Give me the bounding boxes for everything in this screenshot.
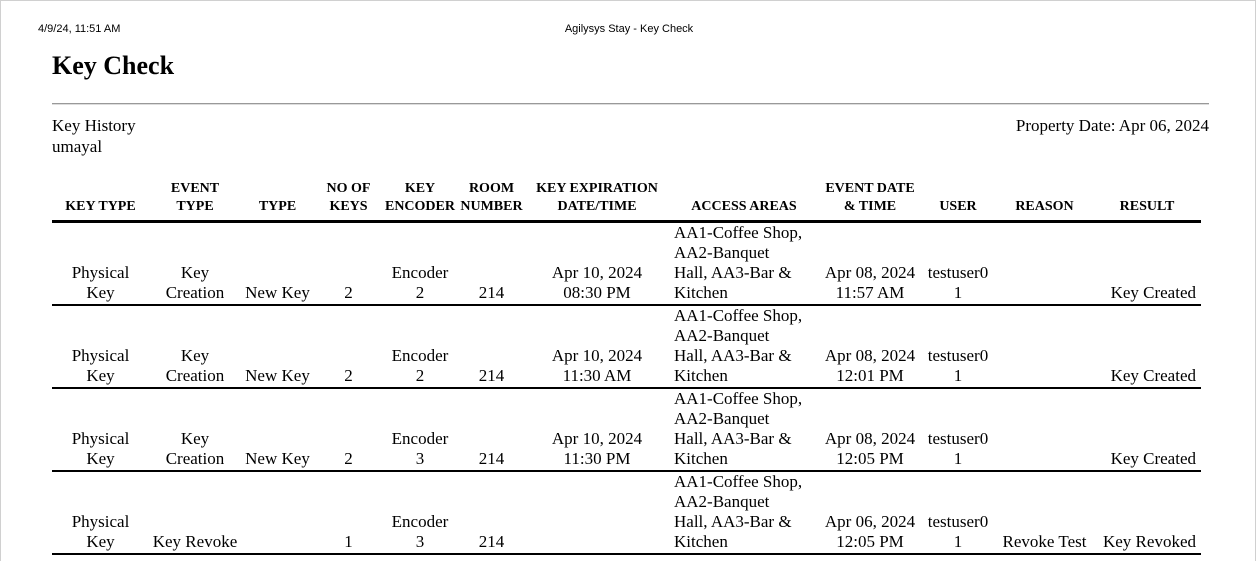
cell-type: New Key [241, 388, 314, 471]
column-header-line2: KEYS [329, 199, 368, 214]
column-header-line2: DATE/TIME [557, 199, 637, 214]
cell-access-areas-line: Hall, AA3-Bar & [674, 263, 792, 282]
column-header [457, 180, 526, 222]
cell-key-expiration-line: 08:30 PM [563, 283, 631, 302]
column-header [668, 180, 820, 222]
print-header [38, 23, 1220, 37]
cell-key-expiration [526, 471, 668, 554]
cell-result: Key Revoked [1093, 471, 1201, 554]
cell-event-datetime-line: Apr 06, 2024 [824, 512, 916, 531]
cell-access-areas-line: AA1-Coffee Shop, [674, 389, 803, 408]
cell-key-type-line: Key [86, 366, 115, 385]
cell-key-expiration-line: Apr 10, 2024 [551, 346, 643, 365]
cell-event-type [149, 388, 241, 471]
cell-key-type [52, 305, 149, 388]
cell-access-areas-line: Kitchen [674, 283, 728, 302]
column-header-line2: REASON [1015, 199, 1074, 214]
cell-event-datetime-line: 12:01 PM [836, 366, 904, 385]
report-subtitle-block [52, 115, 136, 157]
cell-event-datetime [820, 388, 920, 471]
column-header-line1: ROOM [468, 181, 515, 196]
cell-event-datetime-line: 12:05 PM [836, 449, 904, 468]
cell-event-datetime-line: Apr 08, 2024 [824, 429, 916, 448]
cell-key-expiration-line [527, 512, 667, 532]
cell-key-encoder-line: 3 [415, 449, 425, 468]
cell-access-areas-line: AA2-Banquet [674, 326, 770, 345]
column-header-line2: KEY TYPE [65, 199, 136, 214]
cell-key-encoder-line: Encoder [391, 263, 449, 282]
cell-key-expiration-line: 11:30 AM [562, 366, 632, 385]
cell-event-datetime [820, 471, 920, 554]
table-header-row [52, 180, 1201, 222]
column-header [314, 180, 383, 222]
column-header-line1 [921, 180, 995, 198]
cell-key-expiration [526, 305, 668, 388]
cell-no-of-keys: 2 [314, 305, 383, 388]
cell-access-areas-line: AA1-Coffee Shop, [674, 472, 803, 491]
cell-user-line: testuser0 [927, 429, 989, 448]
cell-key-type [52, 388, 149, 471]
cell-event-type [149, 305, 241, 388]
cell-access-areas-line: Hall, AA3-Bar & [674, 512, 792, 531]
column-header-line2: ACCESS AREAS [691, 199, 797, 214]
cell-key-type-line: Key [86, 532, 115, 551]
cell-key-encoder-line: 2 [415, 283, 425, 302]
cell-key-expiration-line [527, 532, 667, 552]
cell-key-expiration [526, 222, 668, 306]
key-history-table [52, 180, 1201, 555]
cell-user [920, 222, 996, 306]
column-header-line2: NUMBER [460, 199, 523, 214]
cell-key-encoder [383, 305, 457, 388]
cell-key-type-line: Key [86, 283, 115, 302]
column-header-line1 [997, 180, 1092, 198]
cell-user-line: 1 [953, 283, 963, 302]
cell-event-type-line [150, 512, 240, 532]
cell-event-type-line: Key Revoke [152, 532, 238, 551]
cell-result: Key Created [1093, 388, 1201, 471]
cell-user-line: 1 [953, 366, 963, 385]
cell-access-areas-line: Kitchen [674, 449, 728, 468]
title-divider [52, 103, 1209, 105]
cell-room-number: 214 [457, 222, 526, 306]
column-header-line2: ENCODER [384, 199, 455, 214]
cell-key-expiration-line: 11:30 PM [563, 449, 631, 468]
column-header [149, 180, 241, 222]
column-header [52, 180, 149, 222]
column-header-line2: TYPE [258, 199, 297, 214]
column-header-line2: RESULT [1119, 199, 1175, 214]
cell-key-encoder-line: Encoder [391, 346, 449, 365]
cell-event-type [149, 471, 241, 554]
cell-room-number: 214 [457, 471, 526, 554]
cell-access-areas-line: AA1-Coffee Shop, [674, 223, 803, 242]
cell-access-areas [668, 222, 820, 306]
cell-access-areas-line: AA1-Coffee Shop, [674, 306, 803, 325]
cell-key-encoder [383, 222, 457, 306]
cell-no-of-keys: 1 [314, 471, 383, 554]
cell-user-line: testuser0 [927, 512, 989, 531]
cell-user [920, 388, 996, 471]
column-header-line1: EVENT DATE [825, 181, 915, 196]
cell-type: New Key [241, 222, 314, 306]
cell-key-encoder-line: 3 [415, 532, 425, 551]
cell-reason [996, 388, 1093, 471]
report-user-name: umayal [52, 137, 103, 156]
cell-key-encoder-line: 2 [415, 366, 425, 385]
cell-access-areas-line: AA2-Banquet [674, 243, 770, 262]
report-subtitle: Key History [52, 116, 136, 135]
cell-event-datetime-line: Apr 08, 2024 [824, 263, 916, 282]
column-header-line1: EVENT [170, 181, 220, 196]
cell-key-expiration-line: Apr 10, 2024 [551, 429, 643, 448]
column-header-line2: & TIME [843, 199, 897, 214]
cell-access-areas-line: AA2-Banquet [674, 409, 770, 428]
column-header [996, 180, 1093, 222]
cell-no-of-keys: 2 [314, 388, 383, 471]
table-body [52, 222, 1201, 555]
column-header [383, 180, 457, 222]
cell-event-type-line: Key [180, 263, 210, 282]
cell-key-encoder [383, 388, 457, 471]
cell-user-line: 1 [953, 532, 963, 551]
cell-event-datetime [820, 305, 920, 388]
cell-key-expiration-line: Apr 10, 2024 [551, 263, 643, 282]
column-header-line1: NO OF [326, 181, 371, 196]
cell-event-datetime-line: 11:57 AM [835, 283, 905, 302]
cell-type [241, 471, 314, 554]
table-row [52, 222, 1201, 306]
cell-key-encoder-line: Encoder [391, 429, 449, 448]
column-header-line1 [53, 180, 148, 198]
cell-access-areas-line: AA2-Banquet [674, 492, 770, 511]
column-header-line2: TYPE [176, 199, 214, 214]
cell-event-datetime [820, 222, 920, 306]
cell-key-encoder-line: Encoder [391, 512, 449, 531]
cell-type: New Key [241, 305, 314, 388]
cell-access-areas-line: Hall, AA3-Bar & [674, 346, 792, 365]
cell-no-of-keys: 2 [314, 222, 383, 306]
table-row [52, 305, 1201, 388]
cell-reason [996, 222, 1093, 306]
cell-user-line: testuser0 [927, 263, 989, 282]
table-row [52, 471, 1201, 554]
table-row [52, 388, 1201, 471]
column-header-line1 [1094, 180, 1200, 198]
cell-event-type-line: Creation [165, 449, 225, 468]
cell-event-datetime-line: Apr 08, 2024 [824, 346, 916, 365]
cell-event-type-line: Key [180, 346, 210, 365]
column-header-line1 [242, 180, 313, 198]
cell-key-type [52, 222, 149, 306]
cell-access-areas-line: Kitchen [674, 532, 728, 551]
cell-access-areas [668, 305, 820, 388]
print-datetime: 4/9/24, 11:51 AM [38, 23, 121, 35]
cell-access-areas [668, 471, 820, 554]
cell-key-type-line: Physical [71, 346, 130, 365]
column-header [1093, 180, 1201, 222]
cell-user [920, 471, 996, 554]
cell-event-type-line: Key [180, 429, 210, 448]
cell-key-type-line: Physical [71, 512, 130, 531]
column-header [241, 180, 314, 222]
column-header-line1: KEY EXPIRATION [536, 181, 658, 196]
cell-access-areas [668, 388, 820, 471]
cell-user [920, 305, 996, 388]
cell-event-type-line: Creation [165, 283, 225, 302]
cell-result: Key Created [1093, 305, 1201, 388]
cell-key-type [52, 471, 149, 554]
column-header [526, 180, 668, 222]
cell-room-number: 214 [457, 388, 526, 471]
cell-event-type-line: Creation [165, 366, 225, 385]
column-header-line1: KEY [404, 181, 436, 196]
cell-event-datetime-line: 12:05 PM [836, 532, 904, 551]
cell-user-line: 1 [953, 449, 963, 468]
cell-event-type [149, 222, 241, 306]
column-header [820, 180, 920, 222]
cell-key-expiration [526, 388, 668, 471]
cell-access-areas-line: Kitchen [674, 366, 728, 385]
cell-reason [996, 305, 1093, 388]
cell-key-type-line: Physical [71, 263, 130, 282]
column-header-line2: USER [939, 199, 977, 214]
cell-access-areas-line: Hall, AA3-Bar & [674, 429, 792, 448]
cell-user-line: testuser0 [927, 346, 989, 365]
column-header-line1 [669, 180, 819, 198]
report-title: Key Check [52, 51, 175, 80]
cell-result: Key Created [1093, 222, 1201, 306]
property-date: Property Date: Apr 06, 2024 [1015, 116, 1209, 135]
print-page-title: Agilysys Stay - Key Check [564, 23, 694, 35]
cell-key-encoder [383, 471, 457, 554]
cell-room-number: 214 [457, 305, 526, 388]
cell-reason: Revoke Test [996, 471, 1093, 554]
cell-key-type-line: Physical [71, 429, 130, 448]
column-header [920, 180, 996, 222]
cell-key-type-line: Key [86, 449, 115, 468]
